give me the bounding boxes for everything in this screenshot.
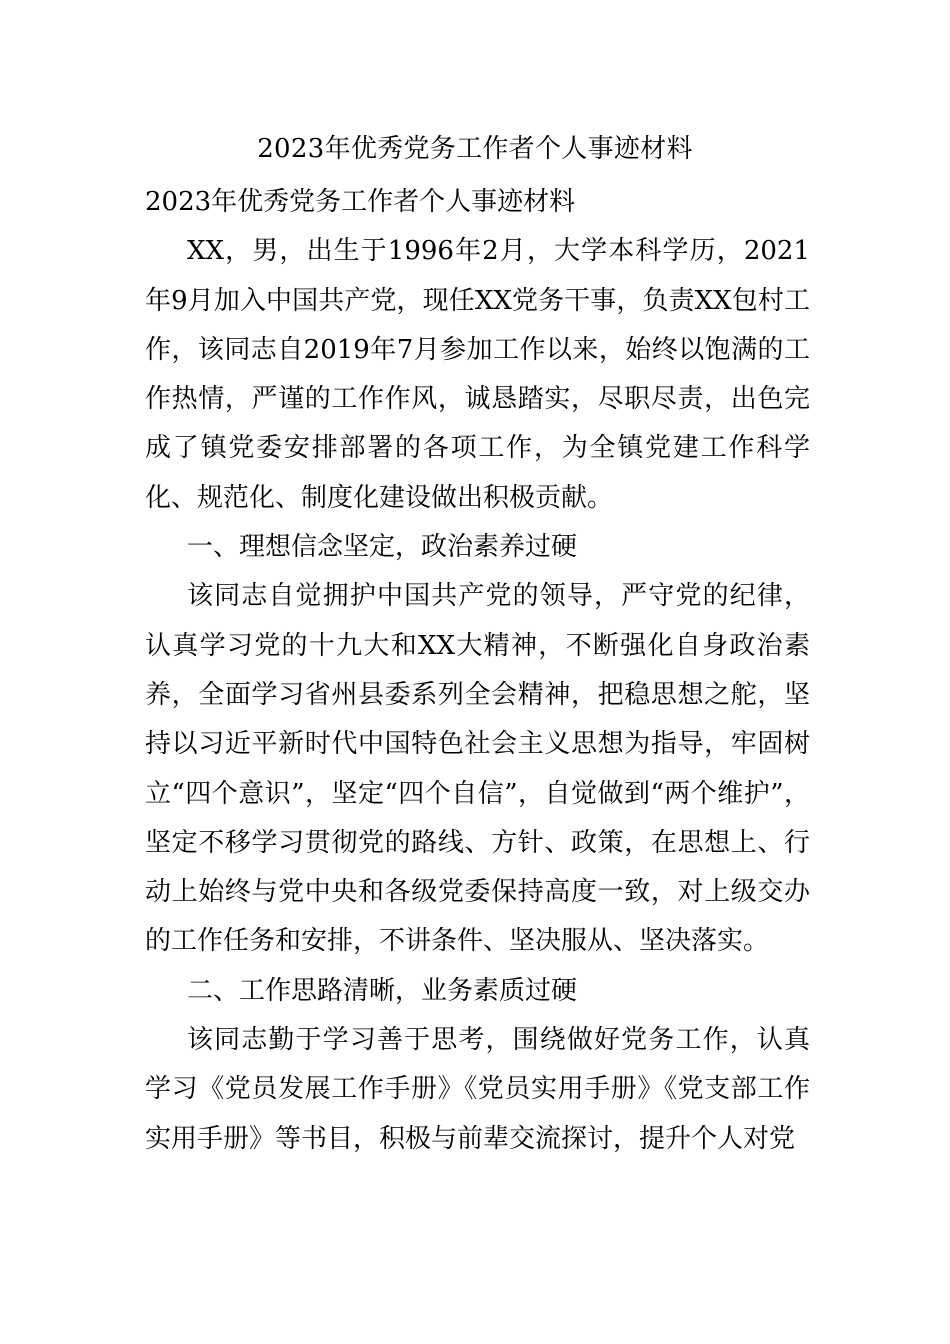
section-1-paragraph: 该同志自觉拥护中国共产党的领导，严守党的纪律，认真学习党的十九大和XX大精神，不断强化自身政治素养，全面学习省州县委系列全会精神，把稳思想之舵，坚持以习近平新时代中国特色社会主义思想为指导，牢固树立“四个意识”，坚定“四个自信”，自觉做到“两个维护”，坚定不移学习贯彻党的路线、方针、政策，在思想上、行动上始终与党中央和各级党委保持高度一致，对上级交办的工作任务和安排，不讲条件、坚决服从、坚决落实。 bbox=[145, 581, 810, 957]
document-title: 2023年优秀党务工作者个人事迹材料 bbox=[257, 134, 693, 164]
document-body bbox=[145, 178, 810, 1164]
repeated-title-paragraph: 2023年优秀党务工作者个人事迹材料 bbox=[145, 187, 576, 217]
section-heading-2: 二、工作思路清晰，业务素质过硬 bbox=[187, 975, 578, 1006]
section-2-paragraph: 该同志勤于学习善于思考，围绕做好党务工作，认真学习《党员发展工作手册》《党员实用手册》《党支部工作实用手册》等书目，积极与前辈交流探讨，提升个人对党 bbox=[145, 1025, 810, 1154]
intro-paragraph: XX，男，出生于1996年2月，大学本科学历，2021年9月加入中国共产党，现任XX党务干事，负责XX包村工作，该同志自2019年7月参加工作以来，始终以饱满的工作热情，严谨的工作作风，诚恳踏实，尽职尽责，出色完成了镇党委安排部署的各项工作，为全镇党建工作科学化、规范化、制度化建设做出积极贡献。 bbox=[145, 236, 810, 513]
section-heading-1: 一、理想信念坚定，政治素养过硬 bbox=[187, 532, 578, 563]
